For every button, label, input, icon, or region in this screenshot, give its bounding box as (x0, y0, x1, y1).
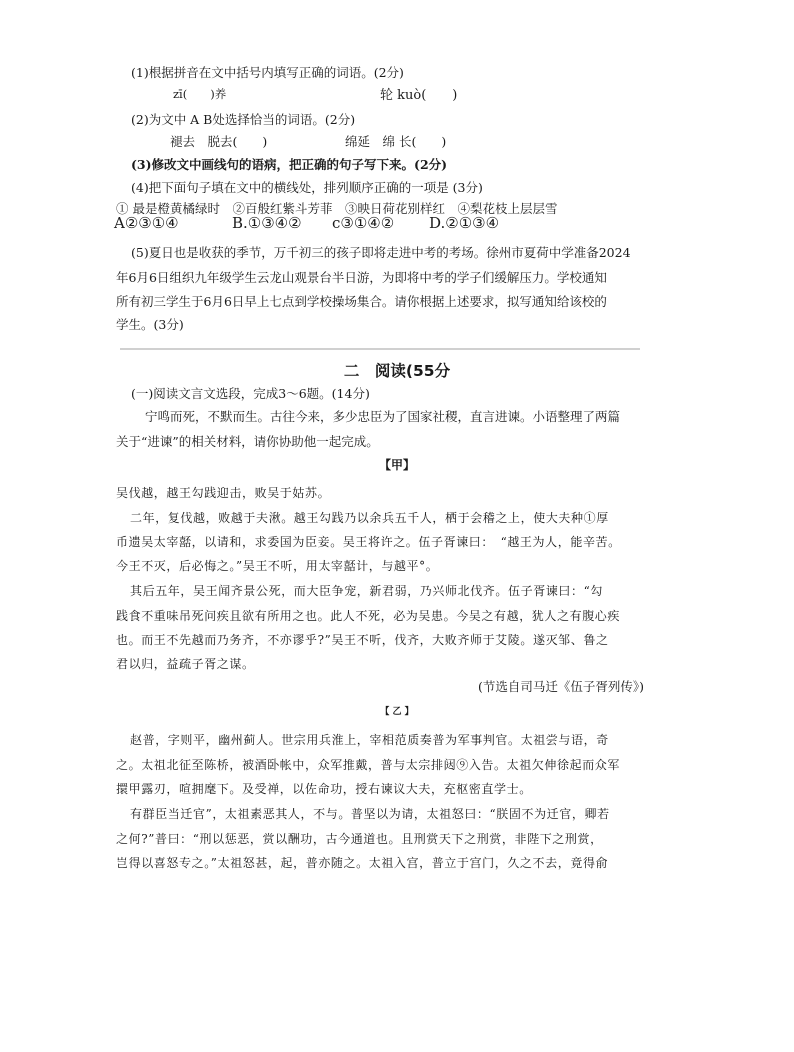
jia-line: 其后五年，吴王闻齐景公死，而大臣争宠，新君弱，乃兴师北伐齐。伍子胥谏曰：“勾 (130, 584, 603, 598)
jia-line: 吴伐越，越王勾践迎击，败吴于姑苏。 (116, 486, 331, 500)
yi-line: 有群臣当迁官”，太祖素恶其人，不与。普坚以为请，太祖怒曰：“朕固不为迁官，卿若 (130, 807, 610, 821)
jia-line: 币遗吴太宰嚭，以请和，求委国为臣妾。吴王将许之。伍子胥谏曰： “越王为人，能辛苦。 (116, 535, 621, 549)
yi-tag: 【 乙 】 (380, 707, 414, 717)
jia-line: 践食不重味吊死问疾且欲有所用之也。此人不死，必为吴患。今吴之有越，犹人之有腹心疾 (116, 609, 621, 623)
question-1: (1)根据拼音在文中括号内填写正确的词语。(2分) (131, 65, 404, 80)
question-2-options-a: 褪去 脱去( ) (170, 134, 268, 149)
reading-intro: (一)阅读文言文选段，完成3～6题。(14分) (131, 386, 370, 401)
yi-line: 岂得以喜怒专之。”太祖怒甚，起，普亦随之。太祖入宫，普立于宫门，久之不去，竟得俞 (116, 856, 609, 870)
jia-line: 君以归，益疏子胥之谋。 (116, 657, 255, 671)
intro-text-line: 关于“进谏”的相关材料，请你协助他一起完成。 (116, 434, 379, 449)
question-5-line: 所有初三学生于6月6日早上七点到学校操场集合。请你根据上述要求，拟写通知给该校的 (116, 294, 607, 309)
yi-line: 之。太祖北征至陈桥，被酒卧帐中，众军推戴，普与太宗排闼⑨入告。太祖欠伸徐起而众军 (116, 758, 621, 772)
question-1-pinyin-a: zī( )养 (173, 87, 227, 101)
yi-line: 赵普，字则平，幽州蓟人。世宗用兵淮上，宰相范质奏普为军事判官。太祖尝与语，奇 (130, 733, 609, 747)
choice-d: D.②①③④ (429, 214, 500, 232)
question-5-line: (5)夏日也是收获的季节，万千初三的孩子即将走进中考的考场。徐州市夏荷中学准备2024 (131, 245, 631, 260)
question-5-line: 年6月6日组织九年级学生云龙山观景台半日游，为即将中考的学子们缓解压力。学校通知 (116, 270, 607, 285)
question-4: (4)把下面句子填在文中的横线处，排列顺序正确的一项是 (3分) (131, 180, 483, 195)
section-heading: 二 阅读(55分 (343, 362, 451, 380)
question-5-line: 学生。(3分) (116, 317, 184, 332)
intro-text-line: 宁鸣而死，不默而生。古往今来，多少忠臣为了国家社稷，直言进谏。小语整理了两篇 (145, 409, 621, 424)
jia-source: (节选自司马迁《伍子胥列传》) (477, 679, 644, 694)
question-2-options-b: 绵延 绵 长( ) (345, 134, 447, 149)
jia-line: 今王不灭，后必悔之。”吴王不听，用太宰嚭计，与越平°。 (116, 559, 439, 573)
jia-line: 二年，复伐越，败越于夫湫。越王勾践乃以余兵五千人，栖于会稽之上，使大夫种①厚 (130, 511, 609, 525)
jia-line: 也。而王不先越而乃务齐，不亦谬乎?”吴王不听，伐齐，大败齐师于艾陵。遂灭邹、鲁之 (116, 633, 609, 647)
section-divider (120, 348, 640, 350)
yi-line: 之何?”普曰：“刑以惩恶，赏以酬功，古今通道也。且刑赏天下之刑赏，非陛下之刑赏， (116, 832, 603, 846)
yi-line: 擐甲露刃，喧拥麾下。及受禅，以佐命功，授右谏议大夫，充枢密直学士。 (116, 782, 532, 796)
choice-c: c③①④② (332, 214, 395, 232)
question-3: (3)修改文中画线句的语病，把正确的句子写下来。(2分) (131, 157, 448, 172)
question-1-pinyin-b: 轮 kuò( ) (380, 88, 458, 103)
choice-a: A②③①④ (114, 214, 179, 232)
question-2: (2)为文中 A B处选择恰当的词语。(2分) (131, 112, 356, 127)
jia-tag: 【甲】 (378, 458, 415, 472)
choice-b: B.①③④② (232, 214, 302, 232)
question-4-items: ① 最是橙黄橘绿时 ②百般红紫斗芳菲 ③映日荷花别样红 ④梨花枝上层层雪 (116, 201, 558, 216)
